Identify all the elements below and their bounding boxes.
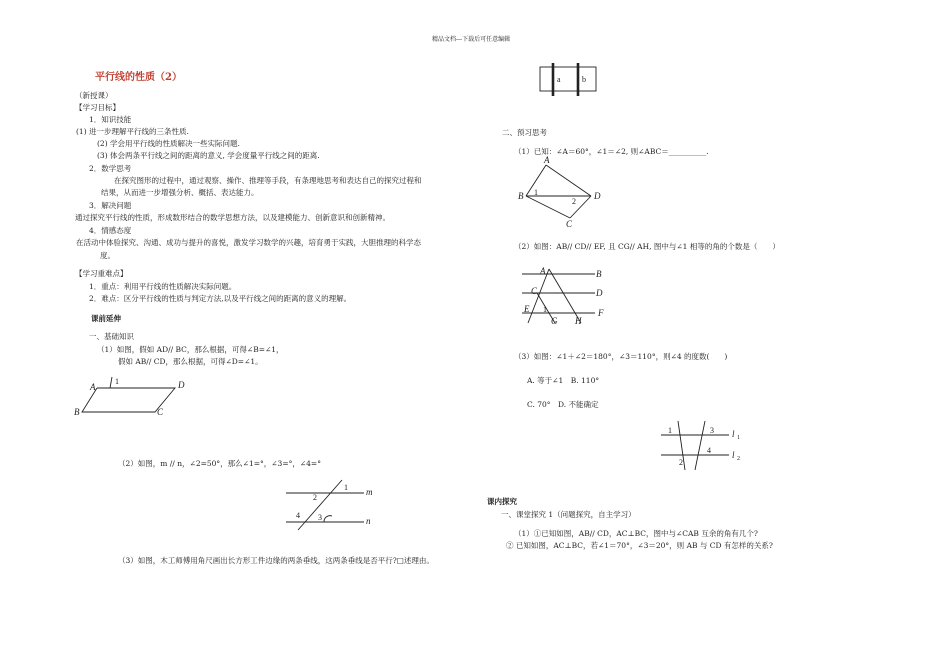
inquiry-1-q1: （1）①已知如图，AB// CD，AC⊥BC，图中与∠CAB 互余的角有几个?: [514, 529, 758, 538]
fig-label: l: [732, 450, 735, 460]
fig-label: C: [157, 407, 164, 417]
figure-parallel-mn: [280, 476, 380, 531]
fig-label: 1: [344, 483, 348, 492]
fig-label: 2: [313, 493, 317, 502]
lesson-type: （新授课）: [75, 91, 113, 100]
inquiry-1: 一、课堂探究 1（问题探究，自主学习）: [501, 510, 636, 519]
fig-label: G: [551, 316, 558, 326]
doc-title: 平行线的性质（2）: [95, 72, 182, 83]
obj-4: 4．情感态度: [89, 226, 132, 235]
p2-text: （2）如图：AB// CD// EF, 且 CG// AH, 图中与∠1 相等的角的个数是（ ）: [514, 242, 780, 251]
fig-label: 2: [737, 456, 740, 462]
fig-label: D: [594, 191, 601, 201]
p3-options-cd: C. 70° D. 不能确定: [527, 400, 599, 409]
fig-label: 1: [534, 188, 538, 197]
fig-label: 3: [710, 426, 714, 435]
obj-2: 2．数学思考: [89, 164, 132, 173]
section-objectives: 【学习目标】: [75, 103, 120, 112]
fig-label: C: [531, 286, 538, 296]
fig-label: 1: [668, 426, 672, 435]
section-preview: 二、预习思考: [502, 128, 547, 137]
obj-3-text: 通过探究平行线的性质，形成数形结合的数学思想方法，以及建模能力、创新意识和创新精神。: [75, 213, 390, 222]
obj-1: 1．知识技能: [89, 115, 132, 124]
fig-label: E: [524, 304, 530, 314]
figure-three-parallels: [515, 265, 615, 329]
basic-knowledge: 一、基础知识: [89, 332, 134, 341]
obj-4-text-2: 度。: [100, 251, 115, 260]
obj-2-text-2: 结果，从而进一步增强分析、概括、表达能力。: [101, 188, 259, 197]
fig-label: C: [566, 219, 573, 229]
p3-text: （3）如图：∠1＋∠2＝180°，∠3＝110°，则∠4 的度数( ): [514, 352, 728, 361]
obj-1-1: (1) 进一步理解平行线的三条性质.: [76, 127, 189, 136]
fig-label: F: [598, 308, 604, 318]
fig-label: B: [596, 269, 602, 279]
fig-label: D: [178, 380, 185, 390]
fig-label: 1: [737, 435, 740, 441]
fig-label: A: [540, 266, 546, 276]
q1-line2: 假如 AB// CD，那么根据，可得∠D=∠1。: [118, 357, 263, 366]
section-in-class: 课内探究: [487, 497, 517, 506]
figure-l1-l2: [655, 418, 755, 472]
fig-label: H: [575, 316, 582, 326]
fig-label: A: [90, 382, 96, 392]
fig-label: D: [596, 288, 603, 298]
q3-text: （3）如图，木工师傅用角尺画出长方形工件边缘的两条垂线，这两条垂线是否平行?□述理由。: [118, 556, 434, 565]
q2-text: （2）如图，m // n，∠2=50°，那么∠1=°，∠3=°，∠4=°: [118, 459, 321, 468]
figure-quad-abdc: [515, 156, 605, 228]
fig-label: n: [366, 516, 371, 526]
q1-line1: （1）如图，假如 AD// BC，那么根据，可得∠B=∠1，: [97, 345, 284, 354]
fig-label: b: [582, 75, 586, 84]
section-pre-class: 课前延伸: [91, 314, 121, 323]
obj-4-text: 在活动中体验探究、沟通、成功与提升的喜悦，激发学习数学的兴趣，培育勇于实践，大胆推理的科学态: [76, 238, 421, 247]
fig-label: 3: [318, 513, 322, 522]
fig-label: 4: [707, 446, 711, 455]
fig-label: l: [732, 429, 735, 439]
p1-text: （1）已知：∠A＝60°，∠1＝∠2, 则∠ABC＝__________.: [514, 147, 709, 156]
fig-label: B: [518, 191, 524, 201]
fig-label: 4: [296, 511, 300, 520]
fig-label: m: [366, 487, 373, 497]
obj-1-2: (2) 学会用平行线的性质解决一些实际问题.: [97, 139, 240, 148]
section-key-points: 【学习重难点】: [75, 269, 128, 278]
fig-label: 2: [572, 197, 576, 206]
key-point-1: 1．重点：利用平行线的性质解决实际问题。: [89, 282, 237, 291]
inquiry-1-q2: ② 已知如图，AC⊥BC，若∠1＝70°，∠3＝20°，则 AB 与 CD 有怎样的关系?: [506, 541, 773, 550]
key-point-2: 2．难点：区分平行线的性质与判定方法,以及平行线之间的距离的意义的理解。: [89, 294, 352, 303]
fig-label: A: [544, 155, 550, 165]
fig-label: 1: [115, 377, 119, 386]
fig-label: 1: [543, 305, 547, 314]
p3-options-ab: A. 等于∠1 B. 110°: [527, 376, 600, 385]
fig-label: B: [74, 407, 80, 417]
page-header: 精品文档---下载后可任意编辑: [432, 36, 511, 43]
figure-parallelogram: [70, 372, 200, 422]
fig-label: a: [557, 75, 561, 84]
figure-ab-strip: [538, 62, 600, 98]
obj-3: 3．解决问题: [89, 201, 132, 210]
fig-label: 2: [679, 458, 683, 467]
obj-1-3: (3) 体会两条平行线之间的距离的意义, 学会度量平行线之间的距离.: [97, 151, 320, 160]
obj-2-text: 在探究图形的过程中，通过观察、操作、推理等手段，有条理地思考和表达自己的探究过程和: [114, 176, 422, 185]
